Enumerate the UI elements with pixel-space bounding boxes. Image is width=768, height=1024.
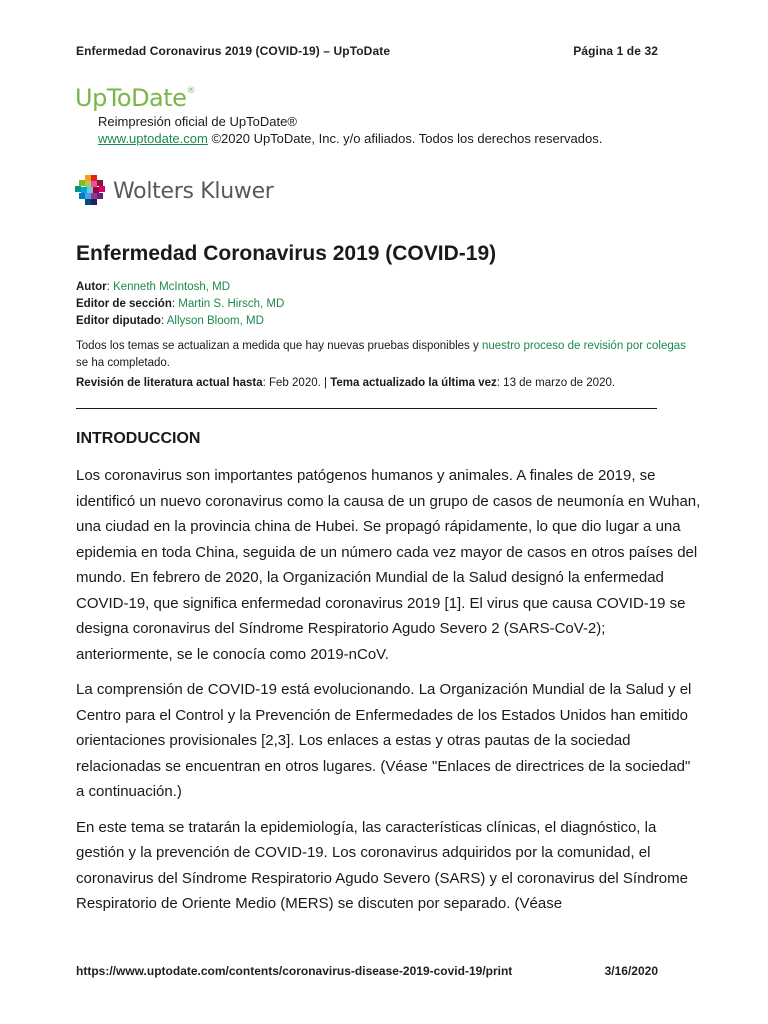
article-credits — [76, 279, 284, 330]
registered-mark: ® — [186, 86, 195, 96]
review-status — [76, 377, 615, 389]
reprint-notice — [98, 113, 602, 147]
reprint-line: Reimpresión oficial de UpToDate® — [98, 114, 297, 129]
author-label: Autor — [76, 281, 107, 293]
updated-value: : 13 de marzo de 2020. — [496, 377, 616, 389]
update-notice — [76, 338, 701, 372]
paragraph: En este tema se tratarán la epidemiología, las características clínicas, el diagnóstico, la gestión y la prevención de COVID-19. Los coronavirus adquiridos por la comunidad, el coronavirus del Síndrome Respiratorio Agudo Severo (SARS) y el coronavirus del Síndrome Respiratorio de Oriente Medio (MERS) se discuten por separado. (Véase — [76, 818, 688, 912]
uptodate-link[interactable]: www.uptodate.com — [98, 131, 208, 146]
uptodate-logo — [75, 84, 195, 112]
page-number: Página 1 de 32 — [573, 44, 658, 58]
notice-end: se ha completado. — [76, 357, 170, 369]
deputy-editor-label: Editor diputado — [76, 315, 161, 327]
footer-date: 3/16/2020 — [604, 964, 658, 978]
section-editor-label: Editor de sección — [76, 298, 172, 310]
author-link[interactable]: Kenneth McIntosh, MD — [113, 281, 231, 293]
updated-label: Tema actualizado la última vez — [330, 377, 497, 389]
deputy-editor-line: Editor diputado: Allyson Bloom, MD — [76, 315, 264, 327]
article-body — [76, 463, 701, 927]
article-title: Enfermedad Coronavirus 2019 (COVID-19) — [76, 242, 497, 265]
review-label: Revisión de literatura actual hasta — [76, 377, 263, 389]
divider — [76, 408, 657, 409]
page-header — [76, 44, 658, 58]
deputy-editor-link[interactable]: Allyson Bloom, MD — [166, 315, 264, 327]
section-editor-line: Editor de sección: Martin S. Hirsch, MD — [76, 298, 285, 310]
wolters-kluwer-icon — [75, 175, 107, 207]
author-line: Autor: Kenneth McIntosh, MD — [76, 281, 231, 293]
paragraph: La comprensión de COVID-19 está evolucionando. La Organización Mundial de la Salud y el Centro para el Control y la Prevención de Enfermedades de los Estados Unidos han emitido orientaciones provisionales [2,3]. Los enlaces a estas y otras pautas de la sociedad relacionadas se encuentran en otros lugares. (Véase "Enlaces de directrices de la sociedad" a continuación.) — [76, 681, 692, 800]
footer-url: https://www.uptodate.com/contents/coronavirus-disease-2019-covid-19/print — [76, 964, 513, 978]
copyright-line — [98, 130, 602, 147]
paragraph: Los coronavirus son importantes patógenos humanos y animales. A finales de 2019, se identificó un nuevo coronavirus como la causa de un grupo de casos de neumonía en Wuhan, una ciudad en la provincia china de Hubei. Se propagó rápidamente, lo que dio lugar a una epidemia en toda China, seguida de un número cada vez mayor de casos en otros países del mundo. En febrero de 2020, la Organización Mundial de la Salud designó la enfermedad COVID-19, que significa enfermedad coronavirus 2019 [1]. El virus que causa COVID-19 se designa coronavirus del Síndrome Respiratorio Agudo Severo 2 (SARS-CoV-2); anteriormente, se le conocía como 2019-nCoV. — [76, 467, 701, 663]
page-footer — [76, 964, 658, 978]
peer-review-link[interactable]: nuestro proceso de revisión por colegas — [481, 340, 686, 352]
header-title: Enfermedad Coronavirus 2019 (COVID-19) – UpToDate — [76, 44, 391, 58]
wolters-kluwer-logo — [75, 175, 274, 207]
copyright-text: ©2020 UpToDate, Inc. y/o afiliados. Todos los derechos reservados. — [207, 131, 603, 146]
review-value: : Feb 2020. | — [262, 377, 331, 389]
logo-text: UpToDate — [75, 84, 187, 112]
section-editor-link[interactable]: Martin S. Hirsch, MD — [178, 298, 285, 310]
section-heading: INTRODUCCION — [76, 430, 201, 447]
notice-text: Todos los temas se actualizan a medida que hay nuevas pruebas disponibles y — [76, 340, 482, 352]
publisher-name: Wolters Kluwer — [113, 178, 274, 204]
